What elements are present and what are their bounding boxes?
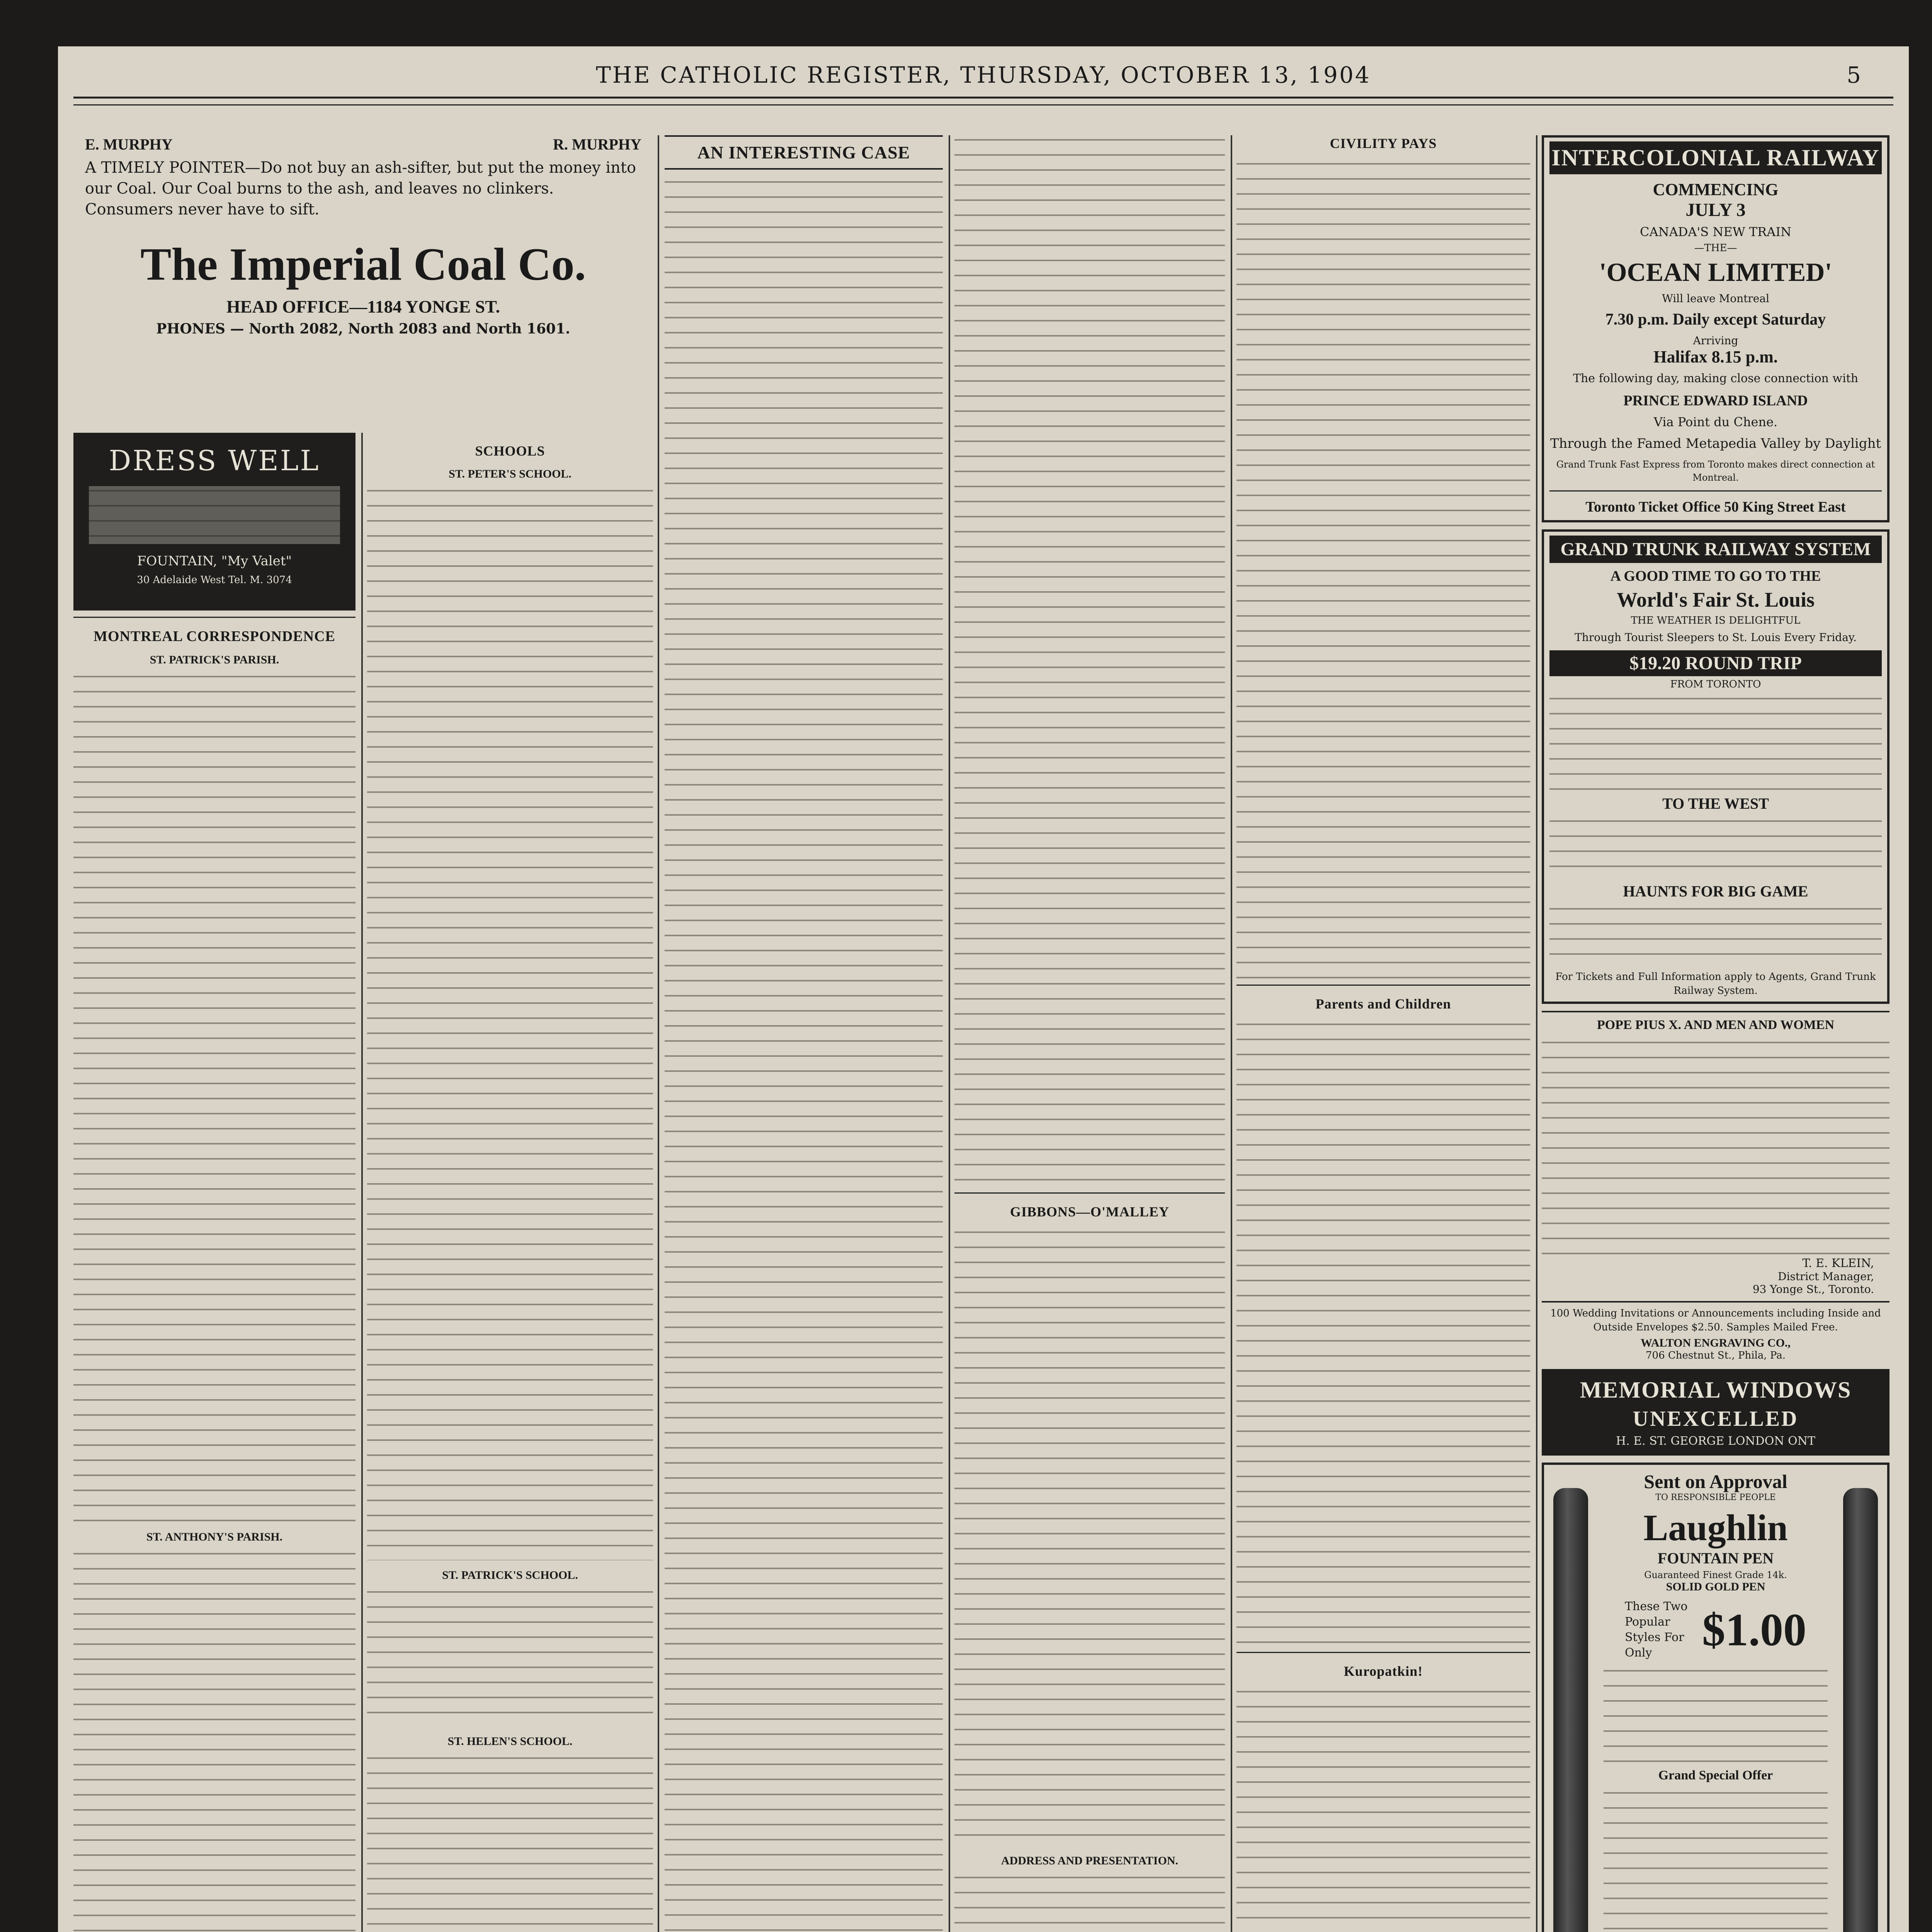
from-toronto: FROM TORONTO (1670, 679, 1761, 690)
laughlin-ad (1542, 1463, 1889, 1932)
solid-gold: SOLID GOLD PEN (1666, 1580, 1765, 1593)
pen-illustration-right (1843, 1488, 1878, 1932)
coal-office: HEAD OFFICE—1184 YONGE ST. (226, 297, 500, 316)
memorial-windows: MEMORIAL WINDOWS (1580, 1377, 1852, 1403)
july-date: JULY 3 (1685, 200, 1746, 220)
coal-advertisement (73, 135, 653, 429)
walton-address: 706 Chestnut St., Phila, Pa. (1646, 1350, 1786, 1361)
rule (1236, 985, 1530, 986)
pope-copy (1542, 1038, 1889, 1254)
rule (954, 1192, 1225, 1194)
pei: PRINCE EDWARD ISLAND (1623, 393, 1808, 409)
klein-title: District Manager, (1778, 1270, 1874, 1283)
memorial-windows-ad (1542, 1369, 1889, 1456)
rule (1549, 490, 1882, 492)
st-patrick-school-heading: ST. PATRICK'S SCHOOL. (442, 1569, 578, 1582)
column-divider (949, 135, 950, 1932)
dress-well-copy (89, 486, 340, 544)
weather: THE WEATHER IS DELIGHTFUL (1631, 615, 1801, 626)
good-time: A GOOD TIME TO GO TO THE (1610, 568, 1821, 584)
column-1-right (367, 433, 653, 1932)
ocean-limited: 'OCEAN LIMITED' (1599, 257, 1832, 287)
st-peter-school-list (367, 486, 653, 1560)
st-patrick-article (73, 672, 355, 1522)
grand-trunk-fast: Grand Trunk Fast Express from Toronto makes direct connection at Montreal. (1556, 459, 1875, 483)
newspaper-page (58, 46, 1909, 1932)
address-heading: ADDRESS AND PRESENTATION. (1001, 1854, 1179, 1867)
coal-phones: PHONES — North 2082, North 2083 and North 1601. (156, 321, 570, 337)
dress-well-ad (73, 433, 355, 611)
haunts-details (1549, 904, 1882, 966)
via-point: Via Point du Chene. (1653, 415, 1778, 429)
timely-pointer: A TIMELY POINTER—Do not buy an ash-sifter, but put the money into our Coal. Our Coal burns to the ash, and leaves no clinkers. Consumers never have to sift. (85, 159, 636, 218)
montreal-heading: MONTREAL CORRESPONDENCE (94, 628, 335, 645)
price-block (1549, 1599, 1882, 1661)
murphy-header (73, 135, 653, 153)
grand-trunk-ad (1542, 529, 1889, 1004)
civility-article (1236, 159, 1530, 978)
responsible: TO RESPONSIBLE PEOPLE (1655, 1493, 1776, 1502)
column-divider (1536, 135, 1537, 1932)
these-two: These Two Popular Styles For Only (1625, 1600, 1688, 1660)
gibbons-article (954, 1228, 1225, 1846)
address-article (954, 1873, 1225, 1932)
masthead-rule (73, 97, 1893, 99)
stgeorge: H. E. ST. GEORGE LONDON ONT (1616, 1434, 1815, 1448)
new-train: CANADA'S NEW TRAIN (1640, 224, 1791, 239)
to-the-west: TO THE WEST (1662, 795, 1769, 812)
masthead-rule-thin (73, 104, 1893, 105)
halifax-time: Halifax 8.15 p.m. (1653, 347, 1778, 366)
civility-heading: CIVILITY PAYS (1330, 136, 1437, 151)
grand-special-copy (1604, 1788, 1828, 1932)
haunts: HAUNTS FOR BIG GAME (1623, 883, 1808, 900)
sleepers: Through Tourist Sleepers to St. Louis Every Friday. (1575, 631, 1857, 644)
dress-well-address: 30 Adelaide West Tel. M. 3074 (137, 574, 292, 586)
pen-illustration-left (1553, 1488, 1588, 1932)
interesting-case-article (665, 177, 943, 1932)
following-day: The following day, making close connection with (1573, 372, 1859, 385)
laughlin-copy (1604, 1666, 1828, 1763)
murphy-right: R. MURPHY (553, 136, 641, 153)
interesting-case-heading: AN INTERESTING CASE (665, 135, 943, 170)
grand-trunk-title: GRAND TRUNK RAILWAY SYSTEM (1549, 536, 1882, 563)
masthead (58, 62, 1909, 88)
murphy-left: E. MURPHY (85, 136, 173, 153)
st-helen-school-heading: ST. HELEN'S SCHOOL. (447, 1735, 573, 1748)
intercolonial-ad (1542, 135, 1889, 522)
parents-heading: Parents and Children (1315, 996, 1451, 1012)
walton: WALTON ENGRAVING CO., (1641, 1337, 1791, 1349)
rule (73, 617, 355, 618)
sent-on-approval: Sent on Approval (1644, 1471, 1787, 1492)
klein: T. E. KLEIN, (1802, 1257, 1874, 1270)
gibbons-heading: GIBBONS—O'MALLEY (1010, 1204, 1170, 1219)
st-helen-school-list (367, 1753, 653, 1932)
column-divider (361, 433, 363, 1932)
guaranteed: Guaranteed Finest Grade 14k. (1644, 1570, 1787, 1580)
coal-title: The Imperial Coal Co. (140, 238, 586, 290)
kuropatkin-heading: Kuropatkin! (1344, 1663, 1423, 1679)
round-trip: $19.20 ROUND TRIP (1549, 650, 1882, 676)
laughlin-title: Laughlin (1643, 1507, 1788, 1548)
column-2 (665, 135, 943, 1932)
commencing: COMMENCING (1653, 180, 1779, 199)
st-patrick-heading: ST. PATRICK'S PARISH. (150, 653, 279, 666)
pope-heading: POPE PIUS X. AND MEN AND WOMEN (1597, 1018, 1835, 1032)
column-5 (1542, 135, 1889, 1932)
page-number: 5 (1847, 62, 1862, 88)
railway-title: INTERCOLONIAL RAILWAY (1549, 141, 1882, 174)
west-details (1549, 816, 1882, 878)
unexcelled: UNEXCELLED (1633, 1407, 1799, 1431)
schools-heading: SCHOOLS (475, 443, 545, 459)
st-patrick-school-list (367, 1587, 653, 1726)
wedding-ad (1542, 1301, 1889, 1361)
interesting-case-continued (954, 135, 1225, 1186)
column-divider (1231, 135, 1232, 1932)
departure-time: 7.30 p.m. Daily except Saturday (1605, 311, 1826, 328)
tickets-info: For Tickets and Full Information apply to Agents, Grand Trunk Railway System. (1555, 971, 1876, 997)
dress-well-fountain: FOUNTAIN, "My Valet" (137, 553, 292, 569)
matapedia: Through the Famed Metapedia Valley by Daylight (1550, 436, 1881, 451)
wedding-copy: 100 Wedding Invitations or Announcements including Inside and Outside Envelopes $2.50. Samples Mailed Free. (1550, 1308, 1881, 1333)
st-anthony-heading: ST. ANTHONY'S PARISH. (146, 1531, 283, 1543)
parents-article (1236, 1020, 1530, 1646)
ticket-office: Toronto Ticket Office 50 King Street East (1585, 499, 1846, 515)
the-label: —THE— (1694, 242, 1737, 254)
column-3 (954, 135, 1225, 1932)
rule (1236, 1652, 1530, 1653)
grand-special: Grand Special Offer (1658, 1768, 1773, 1782)
pope-ad (1542, 1011, 1889, 1296)
st-anthony-article (73, 1549, 355, 1932)
column-divider (658, 135, 659, 1932)
price: $1.00 (1702, 1604, 1806, 1655)
fountain-pen: FOUNTAIN PEN (1657, 1549, 1774, 1567)
column-1-left (73, 433, 355, 1932)
klein-address: 93 Yonge St., Toronto. (1752, 1283, 1874, 1296)
kuropatkin-poem (1236, 1687, 1530, 1932)
dress-well-title: DRESS WELL (109, 444, 320, 477)
masthead-title: THE CATHOLIC REGISTER, THURSDAY, OCTOBER 13, 1904 (596, 62, 1371, 88)
column-4 (1236, 135, 1530, 1932)
st-peter-school-heading: ST. PETER'S SCHOOL. (449, 468, 571, 480)
leave-montreal: Will leave Montreal (1662, 292, 1769, 305)
worlds-fair: World's Fair St. Louis (1616, 588, 1815, 611)
arriving: Arriving (1693, 334, 1738, 347)
grand-trunk-details (1549, 694, 1882, 791)
